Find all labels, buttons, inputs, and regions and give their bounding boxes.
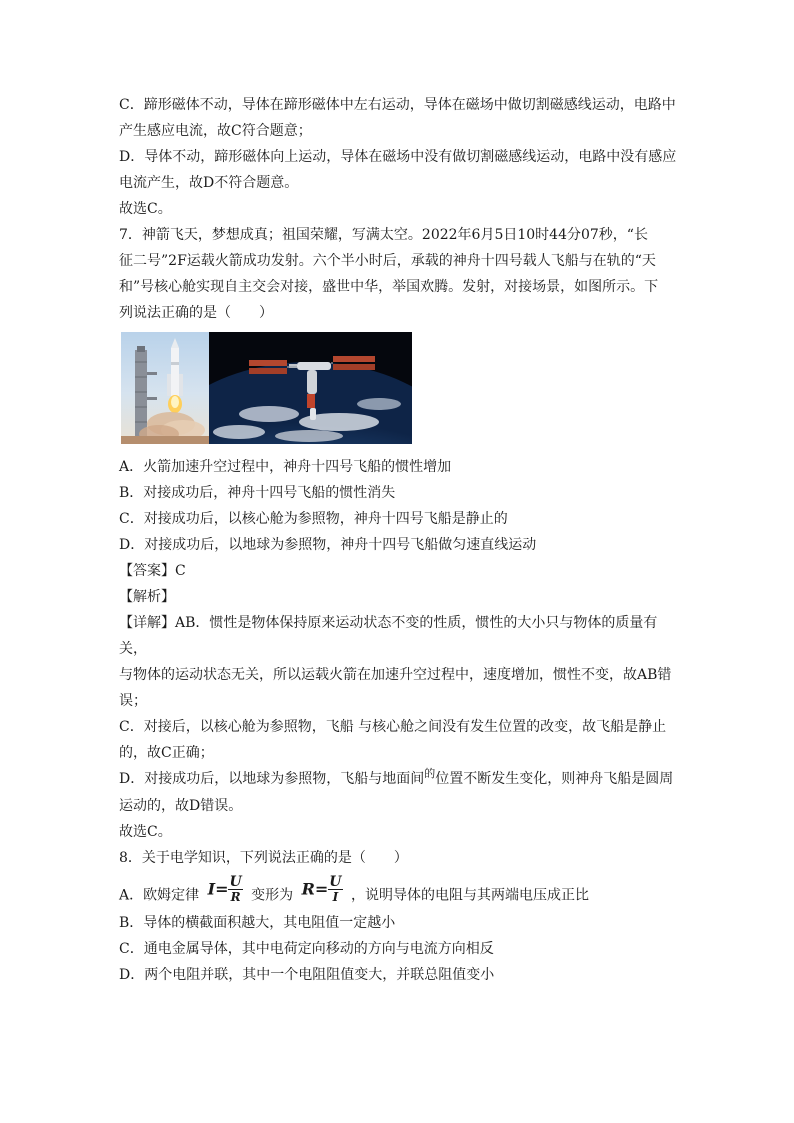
q7-option-a: A．火箭加速升空过程中，神舟十四号飞船的惯性增加 [119, 459, 452, 475]
rocket-launch-photo [121, 332, 209, 444]
q8-option-a-prefix: A．欧姆定律 [119, 887, 200, 904]
resistance-numerator: U [329, 874, 342, 890]
resistance-formula [302, 875, 343, 904]
space-station-illustration [209, 332, 412, 444]
space-station-docking-photo [209, 332, 412, 444]
ohm-law-denominator: R [230, 890, 241, 904]
q8-option-d: D．两个电阻并联，其中一个电阻阻值变大，并联总阻值变小 [119, 967, 495, 983]
ohm-law-fraction [228, 875, 242, 904]
q7-detail-c-line-2: 的，故C正确； [119, 745, 214, 761]
prev-option-c-line-1: C．蹄形磁体不动，导体在蹄形磁体中左右运动，导体在磁场中做切割磁感线运动，电路中 [119, 97, 676, 113]
q7-option-b: B．对接成功后，神舟十四号飞船的惯性消失 [119, 485, 396, 501]
q8-option-a [119, 874, 679, 910]
ohm-law-formula [208, 875, 243, 904]
q7-stem-line-1: 7．神箭飞天，梦想成真；祖国荣耀，写满太空。2022年6月5日10时44分07秒，“长 [119, 227, 648, 243]
q8-option-b: B．导体的横截面积越大，其电阻值一定越小 [119, 915, 396, 931]
resistance-denominator: I [332, 890, 339, 904]
prev-option-d-line-1: D．导体不动，蹄形磁体向上运动，导体在磁场中没有做切割磁感线运动，电路中没有感应 [119, 149, 677, 165]
q7-option-c: C．对接成功后，以核心舱为参照物，神舟十四号飞船是静止的 [119, 511, 508, 527]
q7-detail-line-3: 误； [119, 693, 147, 709]
prev-option-d-line-2: 电流产生，故D不符合题意。 [119, 175, 299, 191]
q7-stem-line-2: 征二号”2F运载火箭成功发射。六个半小时后，承载的神舟十四号载人飞船与在轨的“天 [119, 253, 656, 269]
prev-option-c-line-2: 产生感应电流，故C符合题意； [119, 123, 312, 139]
q8-option-a-middle: 变形为 [251, 887, 294, 904]
rocket-launch-illustration [121, 332, 209, 444]
q7-detail-line-2: 与物体的运动状态无关，所以运载火箭在加速升空过程中，速度增加，惯性不变，故AB错 [119, 667, 672, 683]
q7-stem-line-4: 列说法正确的是（ ） [119, 305, 273, 321]
ohm-law-numerator: U [229, 874, 242, 890]
q7-detail-c-line-1: C．对接后，以核心舱为参照物，飞船 与核心舱之间没有发生位置的改变，故飞船是静止 [119, 719, 667, 735]
prev-choose: 故选C。 [119, 201, 172, 217]
q8-option-a-suffix: ，说明导体的电阻与其两端电压成正比 [350, 887, 589, 904]
resistance-fraction [328, 875, 342, 904]
q7-detail-line-1: 【详解】AB．惯性是物体保持原来运动状态不变的性质，惯性的大小只与物体的质量有关， [119, 615, 658, 657]
q7-answer: 【答案】C [119, 563, 186, 579]
q7-detail-d-line-1-de: 的 [424, 767, 436, 780]
ohm-law-lhs: I= [207, 879, 229, 899]
q7-choose: 故选C。 [119, 824, 172, 840]
q7-stem-line-3: 和”号核心舱实现自主交会对接，盛世中华，举国欢腾。发射，对接场景，如图所示。下 [119, 279, 659, 295]
q7-figure [121, 332, 679, 444]
q8-stem: 8．关于电学知识，下列说法正确的是（ ） [119, 850, 408, 866]
q7-detail-d-line-1 [119, 766, 679, 793]
q7-detail-d-line-1-part-a: D．对接成功后，以地球为参照物，飞船与地面间 [119, 771, 425, 787]
q8-option-c: C．通电金属导体，其中电荷定向移动的方向与电流方向相反 [119, 941, 494, 957]
q7-detail-d-line-1-part-b: 位置不断发生变化，则神舟飞船是圆周 [435, 771, 674, 787]
q7-option-d: D．对接成功后，以地球为参照物，神舟十四号飞船做匀速直线运动 [119, 537, 537, 553]
q7-analysis-heading: 【解析】 [119, 589, 175, 605]
q7-detail-d-line-2: 运动的，故D错误。 [119, 798, 243, 814]
resistance-lhs: R= [301, 879, 329, 899]
document-body [119, 92, 679, 988]
